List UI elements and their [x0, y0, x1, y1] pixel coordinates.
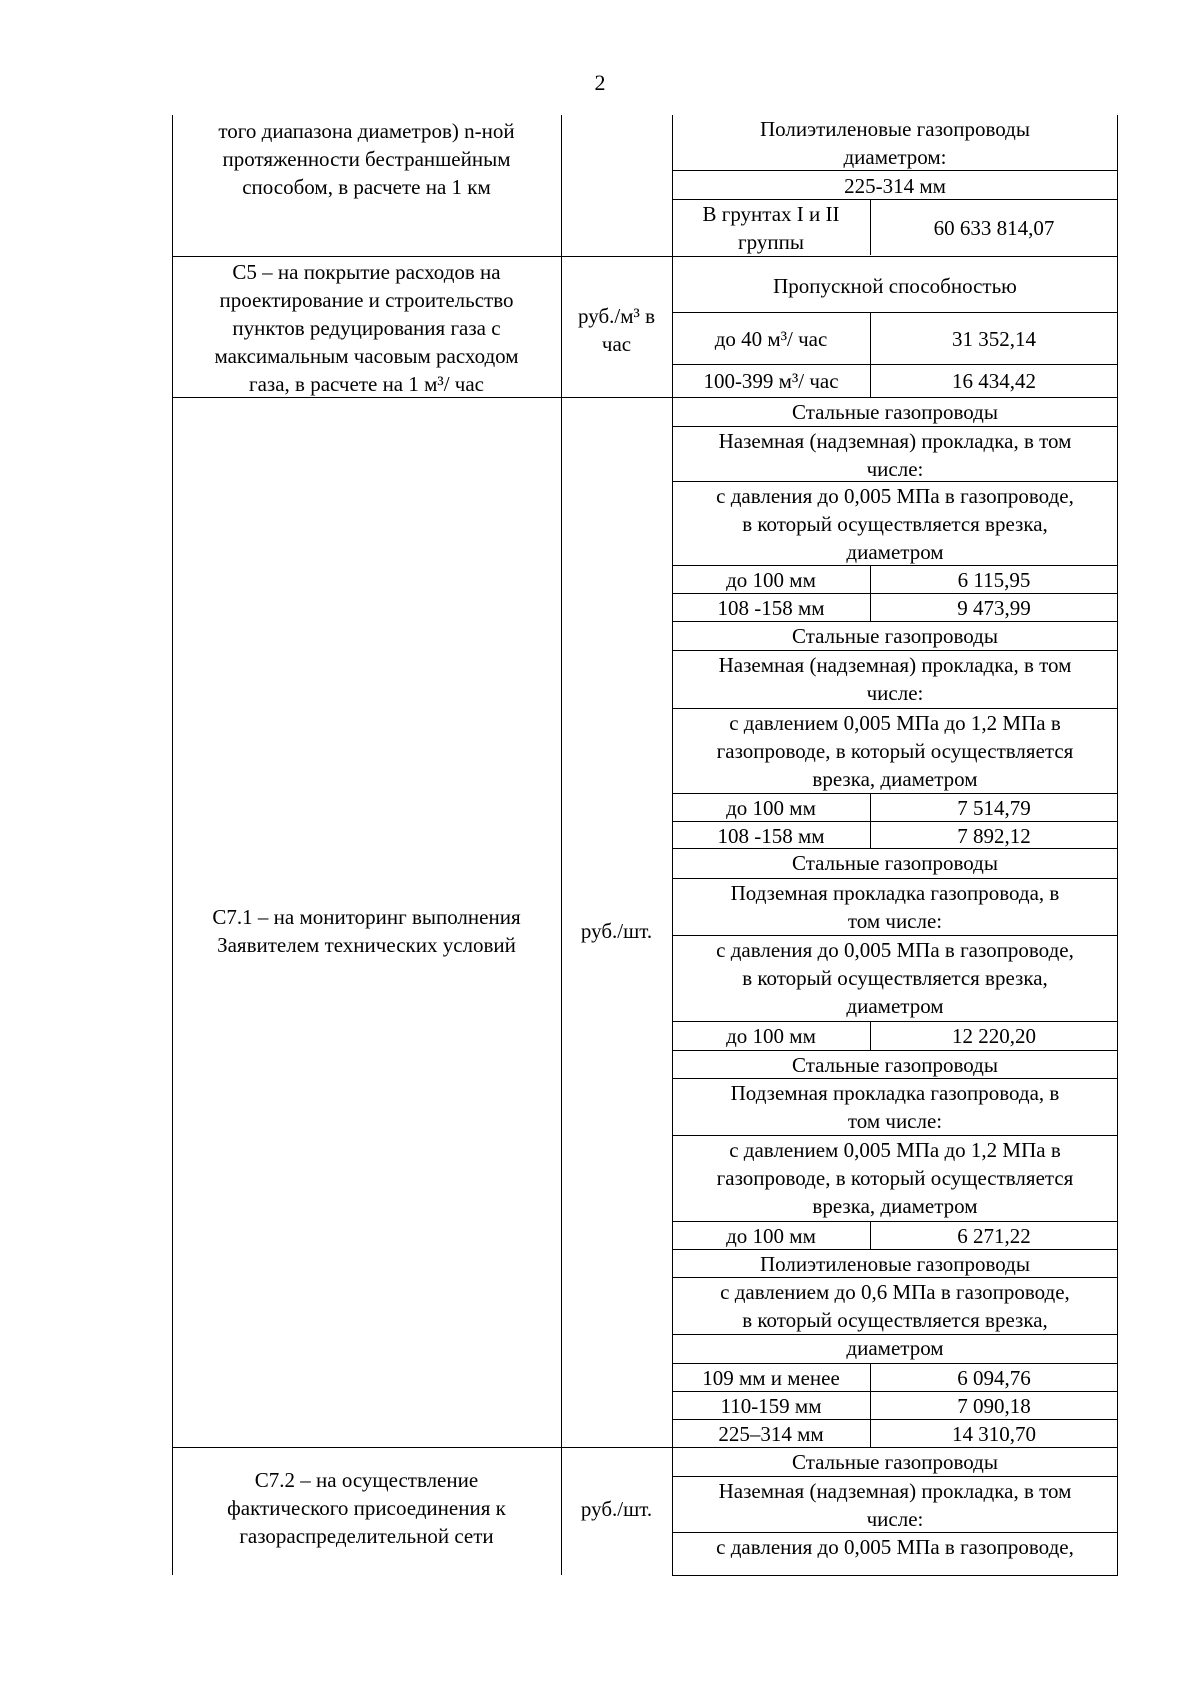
block2-row-value: 31 352,14 [952, 327, 1036, 351]
row-separator [172, 256, 1118, 257]
block1-description: того диапазона диаметров) n-ной протяженности бестраншейным способом, в расчете на 1 км [218, 119, 515, 199]
block3-row-label: 109 мм и менее [702, 1366, 840, 1390]
block3-row-value: 6 115,95 [957, 568, 1031, 592]
block3-laying-type: Наземная (надземная) прокладка, в том числе: [718, 653, 1072, 705]
block3-row-value: 6 271,22 [957, 1224, 1031, 1248]
block1-soil-label: В грунтах I и II группы [702, 202, 840, 254]
block3-row-label: 108 -158 мм [717, 824, 825, 848]
block3-row-value: 7 892,12 [957, 824, 1031, 848]
block4-unit: руб./шт. [580, 1497, 653, 1521]
block3-row-value: 12 220,20 [952, 1024, 1036, 1048]
block3-row-value: 7 514,79 [957, 796, 1031, 820]
subrow-separator [672, 1334, 1118, 1335]
subrow-separator [672, 364, 1118, 365]
block3-type-heading: Стальные газопроводы [792, 851, 998, 875]
subrow-separator [672, 1575, 1118, 1576]
block3-pressure-condition: с давлением до 0,6 МПа в газопроводе, в который осуществляется врезка, диаметром [720, 1280, 1070, 1360]
block2-row-label: 100-399 м³/ час [703, 369, 839, 393]
block3-description: С7.1 – на мониторинг выполнения Заявителем технических условий [212, 905, 521, 957]
block2-unit: руб./м³ в час [578, 304, 655, 356]
page-number: 2 [594, 70, 606, 95]
block3-type-heading: Стальные газопроводы [792, 624, 998, 648]
block3-row-label: 225–314 мм [718, 1422, 824, 1446]
block3-laying-type: Подземная прокладка газопровода, в том числе: [730, 1081, 1060, 1133]
block3-type-heading: Стальные газопроводы [792, 1053, 998, 1077]
block3-laying-type: Наземная (надземная) прокладка, в том числе: [718, 429, 1072, 481]
block3-pressure-condition: с давления до 0,005 МПа в газопроводе, в который осуществляется врезка, диаметром [716, 484, 1074, 564]
block1-value: 60 633 814,07 [933, 216, 1055, 240]
block4-type-heading: Стальные газопроводы [792, 1450, 998, 1474]
block4-description: С7.2 – на осуществление фактического присоединения к газораспределительной сети [227, 1468, 506, 1548]
block3-type-heading: Полиэтиленовые газопроводы [760, 1252, 1030, 1276]
block2-header: Пропускной способностью [773, 274, 1017, 298]
block3-row-label: до 100 мм [726, 568, 816, 592]
block3-row-value: 6 094,76 [957, 1366, 1031, 1390]
subrow-separator [672, 312, 1118, 313]
block3-pressure-condition: с давлением 0,005 МПа до 1,2 МПа в газопроводе, в который осуществляется врезка, диаметром [716, 1138, 1074, 1218]
block3-unit: руб./шт. [580, 919, 653, 943]
block3-row-value: 14 310,70 [952, 1422, 1036, 1446]
block3-row-label: 108 -158 мм [717, 596, 825, 620]
block1-diameter: 225-314 мм [844, 174, 946, 198]
block3-row-label: до 100 мм [726, 796, 816, 820]
block3-row-label: 110-159 мм [720, 1394, 822, 1418]
block2-row-label: до 40 м³/ час [714, 327, 828, 351]
block2-description: С5 – на покрытие расходов на проектирование и строительство пунктов редуцирования газа с максимальным часовым расходом газа, в расчете на 1 м³/ час [214, 260, 519, 396]
block3-row-label: до 100 мм [726, 1224, 816, 1248]
subrow-separator [672, 1277, 1118, 1278]
block4-pressure-condition: с давления до 0,005 МПа в газопроводе, [716, 1535, 1074, 1559]
block4-laying-type: Наземная (надземная) прокладка, в том числе: [718, 1479, 1072, 1531]
block2-row-value: 16 434,42 [952, 369, 1036, 393]
block3-laying-type: Подземная прокладка газопровода, в том числе: [730, 881, 1060, 933]
block3-pressure-condition: с давления до 0,005 МПа в газопроводе, в который осуществляется врезка, диаметром [716, 938, 1074, 1018]
block1-header: Полиэтиленовые газопроводы диаметром: [760, 117, 1030, 169]
block3-row-value: 7 090,18 [957, 1394, 1031, 1418]
block3-type-heading: Стальные газопроводы [792, 400, 998, 424]
block3-row-label: до 100 мм [726, 1024, 816, 1048]
block3-pressure-condition: с давлением 0,005 МПа до 1,2 МПа в газопроводе, в который осуществляется врезка, диаметром [716, 711, 1074, 791]
block3-row-value: 9 473,99 [957, 596, 1031, 620]
